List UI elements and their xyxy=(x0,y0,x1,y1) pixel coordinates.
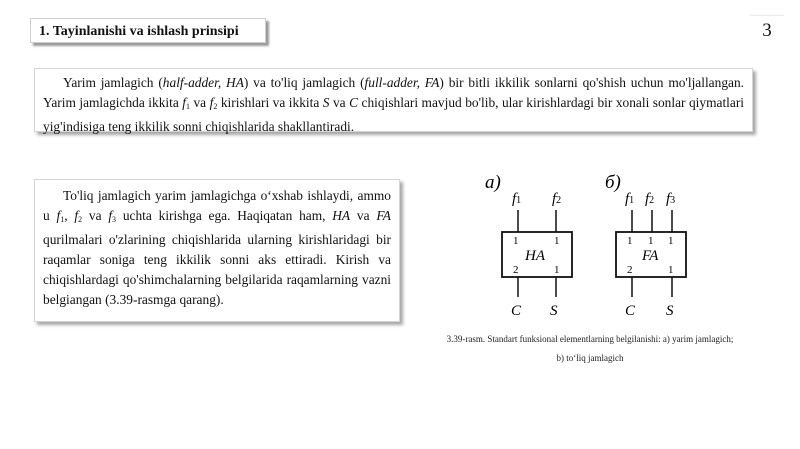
input-symbol: f xyxy=(182,95,186,110)
text-run: chiqishlari mavjud bo'lib, ular kirishlardagi bir xonali sonlar qiymatlari yig'indisiga teng ikkilik sonni chiqishlarida shakllantiradi. xyxy=(43,95,745,134)
input-symbol: f xyxy=(74,208,79,223)
fa-weight-in2: 1 xyxy=(648,235,654,247)
input-symbol: f xyxy=(209,95,214,110)
text-run: kirishlari va ikkita xyxy=(217,95,323,110)
intro-paragraph-box xyxy=(34,68,753,132)
panel-label-a: а) xyxy=(485,172,501,193)
ha-block-label: HA xyxy=(525,248,545,264)
fa-weight-out-c: 2 xyxy=(627,264,633,276)
caption-line-2: b) to‘liq jamlagich xyxy=(556,353,624,363)
panel-label-b: б) xyxy=(605,172,621,193)
output-symbol: S xyxy=(322,95,330,110)
caption-line-1: 3.39-rasm. Standart funksional elementlarning belgilanishi: a) yarim jamlagich; xyxy=(446,334,734,344)
subscript: 2 xyxy=(213,102,218,111)
section-title: 1. Tayinlanishi va ishlash prinsipi xyxy=(30,18,266,43)
fa-weight-in3: 1 xyxy=(668,235,674,247)
figure-caption xyxy=(420,330,760,368)
input-symbol: f xyxy=(56,208,61,223)
ha-weight-out-c: 2 xyxy=(513,264,519,276)
text-run: Yarim jamlagich ( xyxy=(63,75,163,90)
text-run: va xyxy=(329,95,350,110)
text-run: ) va to'liq jamlagich ( xyxy=(243,75,365,90)
ha-input-f2-label: f2 xyxy=(552,191,562,207)
fa-weight-in1: 1 xyxy=(627,235,633,247)
full-adder-paragraph-box xyxy=(34,179,400,322)
output-symbol: C xyxy=(349,95,359,110)
ha-weight-out-s: 1 xyxy=(554,264,560,276)
page-number: 3 xyxy=(750,14,784,44)
term-half-adder: half-adder, HA xyxy=(162,75,244,90)
ha-output-s-label: S xyxy=(550,303,558,319)
text-run: To'liq jamlagich yarim jamlagichga o‘xshab ishlaydi, ammo u xyxy=(43,188,391,223)
fa-weight-out-s: 1 xyxy=(668,264,674,276)
subscript: 1 xyxy=(60,215,65,224)
fa-output-s-label: S xyxy=(666,303,674,319)
adder-symbols-figure xyxy=(470,166,730,326)
fa-output-c-label: C xyxy=(625,303,636,319)
text-run: , xyxy=(64,208,75,223)
full-adder-symbol xyxy=(605,172,686,319)
text-run: uchta kirishga ega. Haqiqatan ham, xyxy=(116,208,333,223)
term-full-adder: full-adder, FA xyxy=(364,75,440,90)
subscript: 2 xyxy=(78,215,83,224)
ha-weight-in2: 1 xyxy=(554,235,560,247)
text-run: qurilmalari o'zlarining chiqishlarida ularning kirishlaridagi bir raqamlar soniga teng ikkilik sonni aks ettiradi. Kirish va chiqishlardagi qo'shimchalarning belgilarida raqamlarning vazni belgiangan (3.39-rasmga qarang). xyxy=(43,232,391,307)
text-run: ) bir bitli ikkilik sonlarni qo'shish uchun mo'ljallangan. Yarim jamlagichda ikkita xyxy=(43,75,744,110)
fa-block-label: FA xyxy=(642,248,659,264)
text-run: va xyxy=(350,208,377,223)
ha-weight-in1: 1 xyxy=(513,235,519,247)
subscript: 3 xyxy=(112,215,117,224)
full-adder-paragraph xyxy=(43,186,391,310)
fa-input-f1-label: f1 xyxy=(625,191,635,207)
term-fa: FA xyxy=(376,208,391,223)
text-run: va xyxy=(190,95,210,110)
ha-output-c-label: C xyxy=(511,303,522,319)
fa-input-f3-label: f3 xyxy=(666,191,676,207)
fa-input-f2-label: f2 xyxy=(645,191,655,207)
intro-paragraph xyxy=(43,73,744,137)
text-run: va xyxy=(82,208,109,223)
term-ha: HA xyxy=(332,208,351,223)
half-adder-symbol xyxy=(485,172,572,319)
ha-input-f1-label: f1 xyxy=(512,191,522,207)
subscript: 1 xyxy=(186,102,190,111)
input-symbol: f xyxy=(108,208,113,223)
